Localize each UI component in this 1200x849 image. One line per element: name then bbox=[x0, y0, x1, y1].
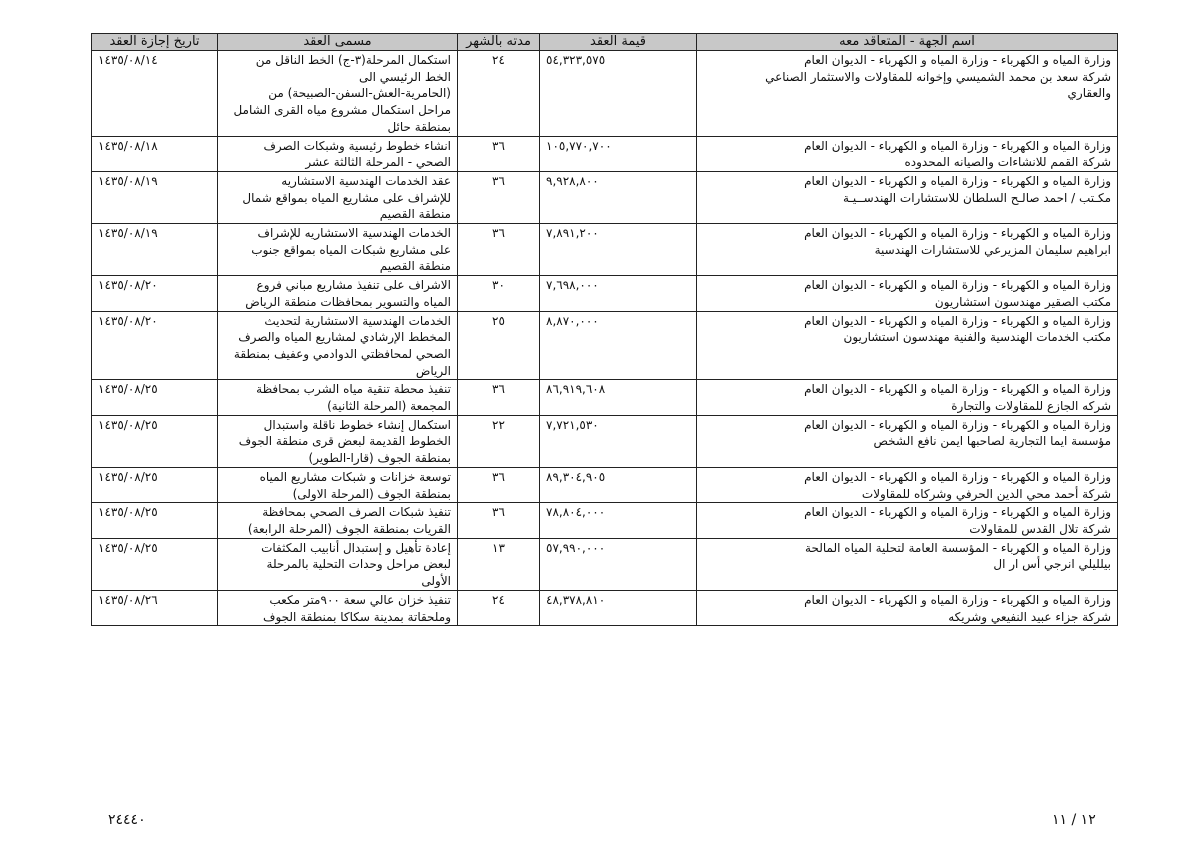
approval-date-cell: ١٤٣٥/٠٨/١٩ bbox=[92, 171, 218, 223]
duration-cell: ٣٦ bbox=[458, 380, 540, 415]
contract-value-cell: ١٠٥,٧٧٠,٧٠٠ bbox=[540, 136, 697, 171]
duration-cell: ٣٦ bbox=[458, 467, 540, 502]
contract-name-cell bbox=[218, 311, 458, 380]
entity-cell-line: وزارة المياه و الكهرباء - وزارة المياه و الكهرباء - الديوان العام bbox=[804, 382, 1111, 397]
contract-name-cell-line: (الحامرية-العش-السفن-الصبيحة) من bbox=[268, 86, 451, 101]
entity-cell-line: ابراهيم سليمان المزيرعي للاستشارات الهندسية bbox=[874, 242, 1111, 257]
header-contract-name: مسمى العقد bbox=[218, 34, 458, 51]
entity-cell bbox=[697, 380, 1118, 415]
page-number: ١٢ / ١١ bbox=[1052, 812, 1096, 828]
table-header-row bbox=[92, 34, 1118, 51]
document-number: ٢٤٤٤٠ bbox=[108, 812, 146, 828]
approval-date-cell: ١٤٣٥/٠٨/٢٠ bbox=[92, 276, 218, 311]
contract-name-cell-line: الخدمات الهندسية الاستشاريه للإشراف bbox=[257, 226, 451, 241]
approval-date-cell: ١٤٣٥/٠٨/١٩ bbox=[92, 224, 218, 276]
table-row bbox=[92, 380, 1118, 415]
entity-cell-line: مكـتب / احمد صالـح السلطان للاستشارات الهندســيـة bbox=[842, 190, 1111, 205]
contract-name-cell bbox=[218, 590, 458, 625]
entity-cell-line: شركة جزاء عبيد النفيعي وشريكه bbox=[948, 609, 1111, 624]
entity-cell bbox=[697, 467, 1118, 502]
table-row bbox=[92, 51, 1118, 137]
contract-name-cell-line: المياه والتسوير بمحافظات منطقة الرياض bbox=[245, 294, 451, 309]
contract-value-cell: ٤٨,٣٧٨,٨١٠ bbox=[540, 590, 697, 625]
contract-name-cell bbox=[218, 415, 458, 467]
entity-cell-line: وزارة المياه و الكهرباء - وزارة المياه و الكهرباء - الديوان العام bbox=[804, 173, 1111, 188]
entity-cell-line: مكتب الصقير مهندسون استشاريون bbox=[934, 294, 1111, 309]
entity-cell-line: شركه الجازع للمقاولات والتجارة bbox=[951, 399, 1111, 414]
contract-name-cell-line: توسعة خزانات و شبكات مشاريع المياه bbox=[259, 469, 451, 484]
approval-date-cell: ١٤٣٥/٠٨/٢٥ bbox=[92, 538, 218, 590]
approval-date-cell: ١٤٣٥/٠٨/٢٠ bbox=[92, 311, 218, 380]
duration-cell: ٣٦ bbox=[458, 503, 540, 538]
contract-name-cell bbox=[218, 224, 458, 276]
header-entity: اسم الجهة - المتعاقد معه bbox=[697, 34, 1118, 51]
table-row bbox=[92, 224, 1118, 276]
entity-cell bbox=[697, 538, 1118, 590]
duration-cell: ٢٤ bbox=[458, 590, 540, 625]
header-value: قيمة العقد bbox=[540, 34, 697, 51]
contract-value-cell: ٧٨,٨٠٤,٠٠٠ bbox=[540, 503, 697, 538]
contract-name-cell-line: استكمال المرحلة(٣-ج) الخط الناقل من bbox=[255, 53, 451, 67]
duration-cell: ٣٦ bbox=[458, 224, 540, 276]
approval-date-cell: ١٤٣٥/٠٨/١٨ bbox=[92, 136, 218, 171]
contract-value-cell: ٨٦,٩١٩,٦٠٨ bbox=[540, 380, 697, 415]
approval-date-cell: ١٤٣٥/٠٨/١٤ bbox=[92, 51, 218, 137]
duration-cell: ٢٢ bbox=[458, 415, 540, 467]
contract-value-cell: ٥٧,٩٩٠,٠٠٠ bbox=[540, 538, 697, 590]
entity-cell bbox=[697, 415, 1118, 467]
entity-cell bbox=[697, 503, 1118, 538]
duration-cell: ١٣ bbox=[458, 538, 540, 590]
table-row bbox=[92, 590, 1118, 625]
entity-cell-line: وزارة المياه و الكهرباء - المؤسسة العامة لتحلية المياه المالحة bbox=[805, 540, 1111, 555]
entity-cell-line: وزارة المياه و الكهرباء - وزارة المياه و الكهرباء - الديوان العام bbox=[804, 469, 1111, 484]
contract-name-cell-line: تنفيذ شبكات الصرف الصحي بمحافظة bbox=[262, 505, 451, 520]
contract-name-cell-line: القريات بمنطقة الجوف (المرحلة الرابعة) bbox=[247, 521, 451, 536]
duration-cell: ٣٦ bbox=[458, 171, 540, 223]
contract-name-cell bbox=[218, 503, 458, 538]
contract-name-cell-line: للإشراف على مشاريع المياه بمواقع شمال bbox=[242, 190, 451, 205]
entity-cell bbox=[697, 311, 1118, 380]
table-body bbox=[92, 51, 1118, 626]
contract-name-cell-line: الخط الرئيسي الى bbox=[358, 69, 451, 84]
contract-name-cell-line: تنفيذ خزان عالي سعة ٩٠٠متر مكعب bbox=[269, 592, 451, 607]
contract-name-cell bbox=[218, 276, 458, 311]
approval-date-cell: ١٤٣٥/٠٨/٢٥ bbox=[92, 503, 218, 538]
entity-cell bbox=[697, 136, 1118, 171]
contract-name-cell-line: بمنطقة الجوف (قارا-الطوير) bbox=[308, 451, 451, 466]
approval-date-cell: ١٤٣٥/٠٨/٢٥ bbox=[92, 380, 218, 415]
entity-cell-line: شركة سعد بن محمد الشميسي وإخوانه للمقاولات والاستثمار الصناعي bbox=[765, 69, 1111, 84]
contract-name-cell-line: مراحل استكمال مشروع مياه القرى الشامل bbox=[233, 103, 451, 118]
contract-value-cell: ٨٩,٣٠٤,٩٠٥ bbox=[540, 467, 697, 502]
header-duration: مدته بالشهر bbox=[458, 34, 540, 51]
duration-cell: ٣٦ bbox=[458, 136, 540, 171]
entity-cell-line: والعقاري bbox=[1067, 86, 1111, 101]
entity-cell-line: شركة القمم للانشاءات والصيانه المحدوده bbox=[904, 155, 1111, 170]
table-row bbox=[92, 171, 1118, 223]
approval-date-cell: ١٤٣٥/٠٨/٢٥ bbox=[92, 415, 218, 467]
contract-name-cell-line: انشاء خطوط رئيسية وشبكات الصرف bbox=[263, 138, 451, 153]
duration-cell: ٣٠ bbox=[458, 276, 540, 311]
contract-name-cell bbox=[218, 136, 458, 171]
entity-cell-line: شركة أحمد محي الدين الحرفي وشركاه للمقاولات bbox=[861, 486, 1111, 501]
duration-cell: ٢٤ bbox=[458, 51, 540, 137]
contract-name-cell-line: المجمعة (المرحلة الثانية) bbox=[327, 399, 451, 414]
entity-cell-line: وزارة المياه و الكهرباء - وزارة المياه و الكهرباء - الديوان العام bbox=[804, 138, 1111, 153]
contract-value-cell: ٥٤,٣٢٣,٥٧٥ bbox=[540, 51, 697, 137]
contract-name-cell-line: الخدمات الهندسية الاستشارية لتحديث bbox=[264, 313, 451, 328]
header-approval-date: تاريخ إجازة العقد bbox=[92, 34, 218, 51]
approval-date-cell: ١٤٣٥/٠٨/٢٥ bbox=[92, 467, 218, 502]
contract-name-cell bbox=[218, 171, 458, 223]
contract-name-cell-line: منطقة القصيم bbox=[379, 259, 451, 274]
contract-name-cell-line: منطقة القصيم bbox=[379, 207, 451, 222]
entity-cell-line: وزارة المياه و الكهرباء - وزارة المياه و الكهرباء - الديوان العام bbox=[804, 226, 1111, 241]
table-row bbox=[92, 136, 1118, 171]
contract-name-cell bbox=[218, 51, 458, 137]
contract-value-cell: ٩,٩٢٨,٨٠٠ bbox=[540, 171, 697, 223]
contract-value-cell: ٧,٧٢١,٥٣٠ bbox=[540, 415, 697, 467]
entity-cell-line: شركة تلال القدس للمقاولات bbox=[969, 521, 1111, 536]
contract-name-cell-line: عقد الخدمات الهندسية الاستشاريه bbox=[281, 173, 451, 188]
contract-name-cell-line: لبعض مراحل وحدات التحلية بالمرحلة bbox=[266, 557, 451, 572]
approval-date-cell: ١٤٣٥/٠٨/٢٦ bbox=[92, 590, 218, 625]
entity-cell bbox=[697, 276, 1118, 311]
contract-name-cell bbox=[218, 538, 458, 590]
contract-value-cell: ٧,٨٩١,٢٠٠ bbox=[540, 224, 697, 276]
contract-name-cell-line: استكمال إنشاء خطوط ناقلة واستبدال bbox=[263, 417, 451, 432]
entity-cell-line: مؤسسة ايما التجارية لصاحبها ايمن نافع الشخص bbox=[873, 434, 1111, 449]
contract-value-cell: ٨,٨٧٠,٠٠٠ bbox=[540, 311, 697, 380]
contract-name-cell-line: على مشاريع شبكات المياه بمواقع جنوب bbox=[251, 242, 451, 257]
contracts-table bbox=[91, 33, 1118, 626]
duration-cell: ٢٥ bbox=[458, 311, 540, 380]
contract-name-cell-line: المخطط الإرشادي لمشاريع المياه والصرف bbox=[238, 330, 451, 345]
table-row bbox=[92, 276, 1118, 311]
contract-name-cell-line: إعادة تأهيل و إستبدال أنابيب المكثفات bbox=[261, 540, 451, 555]
contract-name-cell-line: الاشراف على تنفيذ مشاريع مباني فروع bbox=[256, 278, 451, 293]
contract-name-cell-line: الرياض bbox=[415, 363, 451, 378]
entity-cell bbox=[697, 590, 1118, 625]
entity-cell-line: وزارة المياه و الكهرباء - وزارة المياه و الكهرباء - الديوان العام bbox=[804, 505, 1111, 520]
entity-cell-line: مكتب الخدمات الهندسية والفنية مهندسون استشاريون bbox=[843, 330, 1111, 345]
entity-cell-line: وزارة المياه و الكهرباء - وزارة المياه و الكهرباء - الديوان العام bbox=[804, 417, 1111, 432]
entity-cell bbox=[697, 171, 1118, 223]
entity-cell-line: وزارة المياه و الكهرباء - وزارة المياه و الكهرباء - الديوان العام bbox=[804, 592, 1111, 607]
contract-name-cell-line: الصحي - المرحلة الثالثة عشر bbox=[305, 155, 451, 170]
contract-name-cell-line: الخطوط القديمة لبعض قرى منطقة الجوف bbox=[238, 434, 451, 449]
table-row bbox=[92, 311, 1118, 380]
contract-value-cell: ٧,٦٩٨,٠٠٠ bbox=[540, 276, 697, 311]
entity-cell-line: وزارة المياه و الكهرباء - وزارة المياه و الكهرباء - الديوان العام bbox=[804, 278, 1111, 293]
entity-cell bbox=[697, 51, 1118, 137]
contract-name-cell-line: تنفيذ محطة تنقية مياه الشرب بمحافظة bbox=[256, 382, 451, 397]
contract-name-cell-line: الصحي لمحافظتي الدوادمي وعفيف بمنطقة bbox=[233, 346, 451, 361]
contract-name-cell bbox=[218, 467, 458, 502]
entity-cell-line: وزارة المياه و الكهرباء - وزارة المياه و الكهرباء - الديوان العام bbox=[804, 313, 1111, 328]
entity-cell bbox=[697, 224, 1118, 276]
table-row bbox=[92, 415, 1118, 467]
contract-name-cell-line: بمنطقة حائل bbox=[387, 119, 451, 134]
table-row bbox=[92, 467, 1118, 502]
contract-name-cell-line: الأولى bbox=[421, 574, 451, 589]
contract-name-cell bbox=[218, 380, 458, 415]
entity-cell-line: بيلليلي انرجي أس ار ال bbox=[993, 557, 1111, 572]
table-row bbox=[92, 503, 1118, 538]
entity-cell-line: وزارة المياه و الكهرباء - وزارة المياه و الكهرباء - الديوان العام bbox=[804, 53, 1111, 67]
contract-name-cell-line: بمنطقة الجوف (المرحلة الاولى) bbox=[292, 486, 451, 501]
contract-name-cell-line: وملحقاتة بمدينة سكاكا بمنطقة الجوف bbox=[263, 609, 451, 624]
table-row bbox=[92, 538, 1118, 590]
